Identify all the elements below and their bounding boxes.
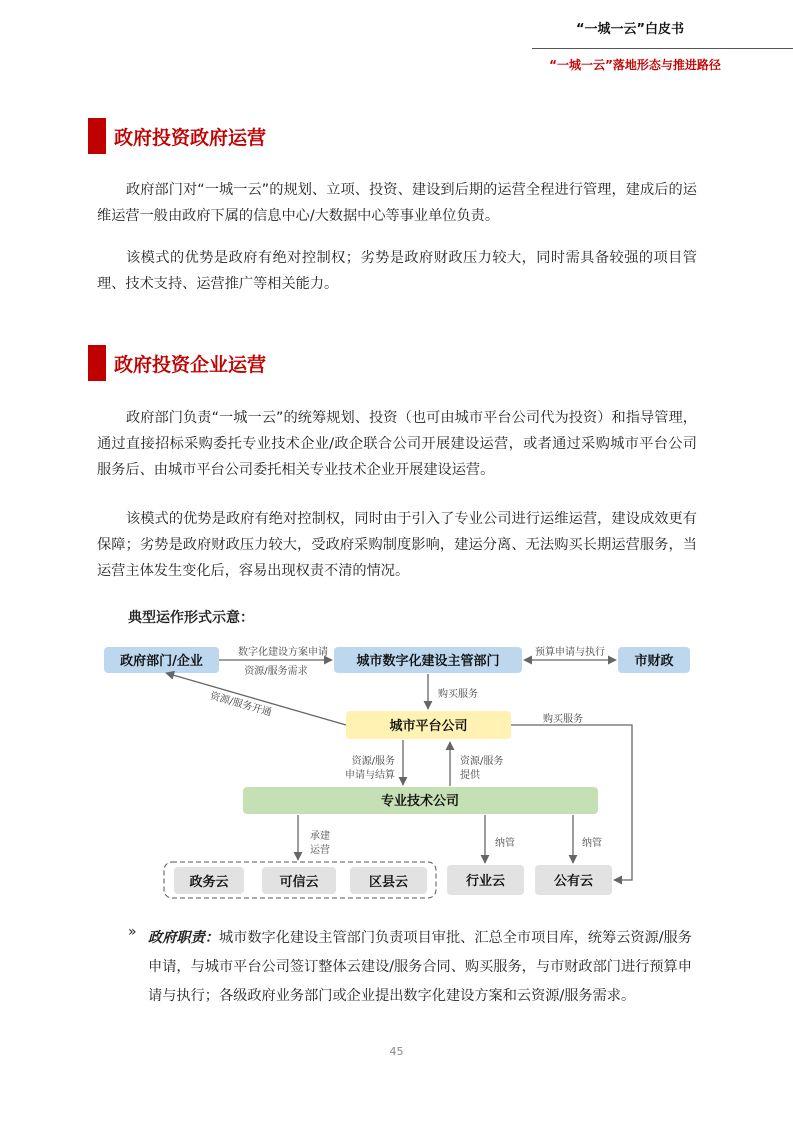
node-authority: 城市数字化建设主管部门: [356, 654, 500, 669]
section2-paragraph-2: 该模式的优势是政府有绝对控制权，同时由于引入了专业公司进行运维运营，建设成效更有保障；劣势是政府财政压力较大，受政府采购制度影响，建运分离、无法购买长期运营服务，当运营主体发生变化后，容易出现权责不清的情况。: [97, 511, 697, 579]
label-buy-service-1: 购买服务: [438, 689, 478, 700]
label-plan-apply: 数字化建设方案申请: [238, 647, 328, 658]
label-budget: 预算申请与执行: [535, 647, 605, 658]
node-cloud-trust: 可信云: [279, 875, 319, 890]
bullet-paragraph: [148, 924, 698, 1011]
label-apply-settle-1: 资源/服务: [351, 756, 395, 767]
section1-title: 政府投资政府运营: [114, 126, 267, 149]
bullet-marker: »: [128, 924, 137, 940]
header-chapter: “一城一云”落地形态与推进路径: [549, 58, 721, 72]
node-gov: 政府部门/企业: [120, 654, 203, 669]
node-cloud-public: 公有云: [553, 874, 594, 889]
node-cloud-industry: 行业云: [465, 874, 506, 889]
bullet-label: 政府职责：: [148, 930, 219, 946]
label-manage-2: 纳管: [582, 838, 602, 849]
section2-paragraph-1: 政府部门负责“一城一云”的统筹规划、投资（也可由城市平台公司代为投资）和指导管理，通过直接招标采购委托专业技术企业/政企联合公司开展建设运营，或者通过采购城市平台公司服务后、由城市平台公司委托相关专业技术企业开展建设运营。: [97, 410, 697, 478]
label-buy-service-2: 购买服务: [543, 714, 583, 725]
bullet-text: 城市数字化建设主管部门负责项目审批、汇总全市项目库，统筹云资源/服务申请，与城市平台公司签订整体云建设/服务合同、购买服务，与市财政部门进行预算申请与执行；各级政府业务部门或企业提出数字化建设方案和云资源/服务需求。: [148, 930, 692, 1004]
node-cloud-gov: 政务云: [189, 875, 229, 890]
label-provide-2: 提供: [460, 770, 480, 781]
arrow-platform-to-gov: [166, 673, 346, 725]
label-build-2: 运营: [310, 845, 330, 856]
node-cloud-county: 区县云: [368, 875, 409, 890]
label-resource-open: 资源/服务开通: [208, 690, 273, 719]
node-platform: 城市平台公司: [389, 719, 468, 734]
label-apply-settle-2: 申请与结算: [345, 770, 395, 781]
diagram-title: 典型运作形式示意：: [128, 610, 254, 626]
node-finance: 市财政: [634, 654, 674, 669]
label-manage-1: 纳管: [495, 838, 515, 849]
label-resource-demand: 资源/服务需求: [244, 666, 308, 677]
section1-paragraph-1: 政府部门对“一城一云”的规划、立项、投资、建设到后期的运营全程进行管理，建成后的运维运营一般由政府下属的信息中心/大数据中心等事业单位负责。: [97, 182, 697, 224]
section2-title: 政府投资企业运营: [114, 353, 267, 376]
header-doc-title: “一城一云”白皮书: [575, 22, 685, 37]
node-tech: 专业技术公司: [380, 794, 460, 809]
label-build-1: 承建: [310, 831, 330, 842]
label-provide-1: 资源/服务: [460, 756, 504, 767]
section1-paragraph-2: 该模式的优势是政府有绝对控制权；劣势是政府财政压力较大，同时需具备较强的项目管理、技术支持、运营推广等相关能力。: [97, 250, 697, 292]
page-number: 45: [389, 1045, 404, 1058]
